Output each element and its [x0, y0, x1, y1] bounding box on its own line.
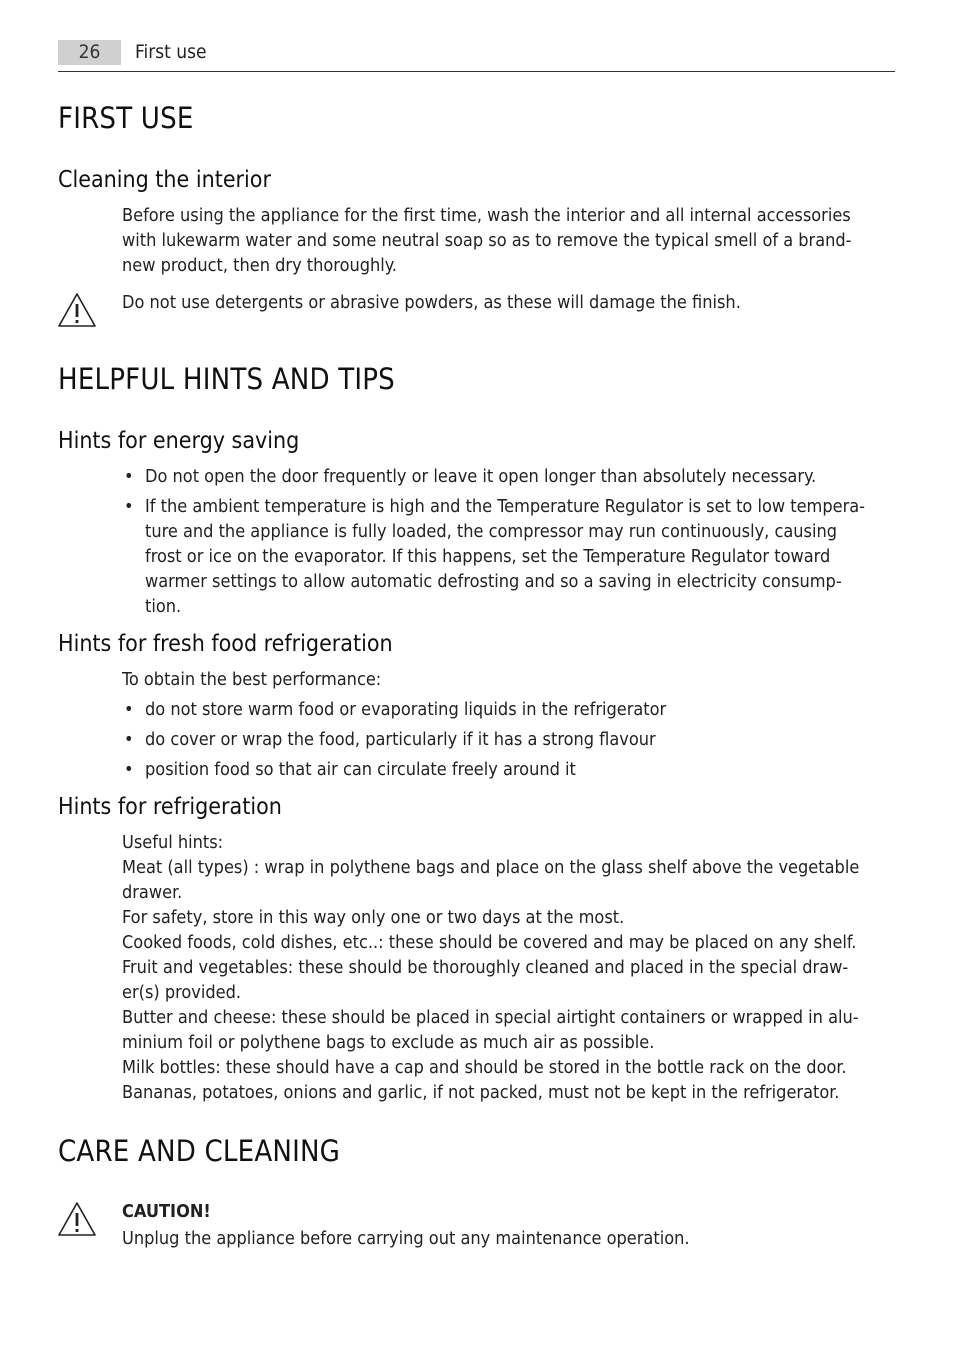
text-line: Before using the appliance for the first time, wash the interior and all internal accessories [122, 205, 851, 226]
subheading-refrigeration: Hints for refrigeration [58, 794, 282, 820]
text-line: tion. [145, 596, 182, 617]
page-header [58, 40, 895, 72]
section-title-care-cleaning: CARE AND CLEANING [58, 1134, 341, 1168]
text-line: minium foil or polythene bags to exclude as much air as possible. [122, 1032, 655, 1053]
list-item [122, 464, 897, 489]
list-item [122, 727, 897, 752]
text-line: er(s) provided. [122, 982, 242, 1003]
fresh-food-intro: To obtain the best performance: [122, 669, 382, 690]
list-item [122, 757, 897, 782]
section-title-helpful-hints: HELPFUL HINTS AND TIPS [58, 362, 395, 396]
section-title-first-use: FIRST USE [58, 101, 194, 135]
text-line: Meat (all types) : wrap in polythene bags and place on the glass shelf above the vegetable [122, 857, 860, 878]
text-line: Cooked foods, cold dishes, etc..: these should be covered and may be placed on any shelf. [122, 932, 857, 953]
bullet-icon: • [124, 759, 134, 780]
list-item [122, 494, 897, 619]
text-line: Useful hints: [122, 832, 224, 853]
energy-saving-list [122, 464, 897, 624]
cleaning-paragraph [122, 203, 892, 278]
caution-label: CAUTION! [122, 1201, 211, 1222]
warning-triangle-icon [57, 1201, 97, 1237]
subheading-energy-saving: Hints for energy saving [58, 428, 300, 454]
running-header-title: First use [135, 41, 207, 63]
warning-triangle-icon [57, 292, 97, 328]
list-item [122, 697, 897, 722]
fresh-food-list [122, 697, 897, 787]
text-line: position food so that air can circulate freely around it [145, 759, 576, 780]
text-line: ture and the appliance is fully loaded, the compressor may run continuously, causing [145, 521, 838, 542]
caution-block [122, 1198, 892, 1252]
cleaning-warning-text: Do not use detergents or abrasive powders, as these will damage the finish. [122, 292, 741, 313]
text-line: For safety, store in this way only one or two days at the most. [122, 907, 625, 928]
text-line: warmer settings to allow automatic defrosting and so a saving in electricity consump- [145, 571, 842, 592]
bullet-icon: • [124, 699, 134, 720]
bullet-icon: • [124, 496, 134, 517]
text-line: with lukewarm water and some neutral soap so as to remove the typical smell of a brand- [122, 230, 852, 251]
text-line: do not store warm food or evaporating liquids in the refrigerator [145, 699, 667, 720]
text-line: drawer. [122, 882, 183, 903]
bullet-icon: • [124, 729, 134, 750]
refrigeration-paragraph [122, 830, 892, 1105]
text-line: Do not open the door frequently or leave it open longer than absolutely necessary. [145, 466, 817, 487]
text-line: Bananas, potatoes, onions and garlic, if not packed, must not be kept in the refrigerator. [122, 1082, 840, 1103]
text-line: do cover or wrap the food, particularly if it has a strong flavour [145, 729, 656, 750]
subheading-fresh-food: Hints for fresh food refrigeration [58, 631, 393, 657]
text-line: new product, then dry thoroughly. [122, 255, 397, 276]
text-line: Fruit and vegetables: these should be thoroughly cleaned and placed in the special draw- [122, 957, 849, 978]
bullet-icon: • [124, 466, 134, 487]
text-line: If the ambient temperature is high and the Temperature Regulator is set to low tempera- [145, 496, 866, 517]
caution-text: Unplug the appliance before carrying out any maintenance operation. [122, 1228, 690, 1249]
text-line: Butter and cheese: these should be placed in special airtight containers or wrapped in alu- [122, 1007, 859, 1028]
text-line: frost or ice on the evaporator. If this happens, set the Temperature Regulator toward [145, 546, 831, 567]
text-line: Milk bottles: these should have a cap and should be stored in the bottle rack on the door. [122, 1057, 847, 1078]
page-number: 26 [58, 40, 121, 65]
subheading-cleaning-interior: Cleaning the interior [58, 167, 271, 193]
